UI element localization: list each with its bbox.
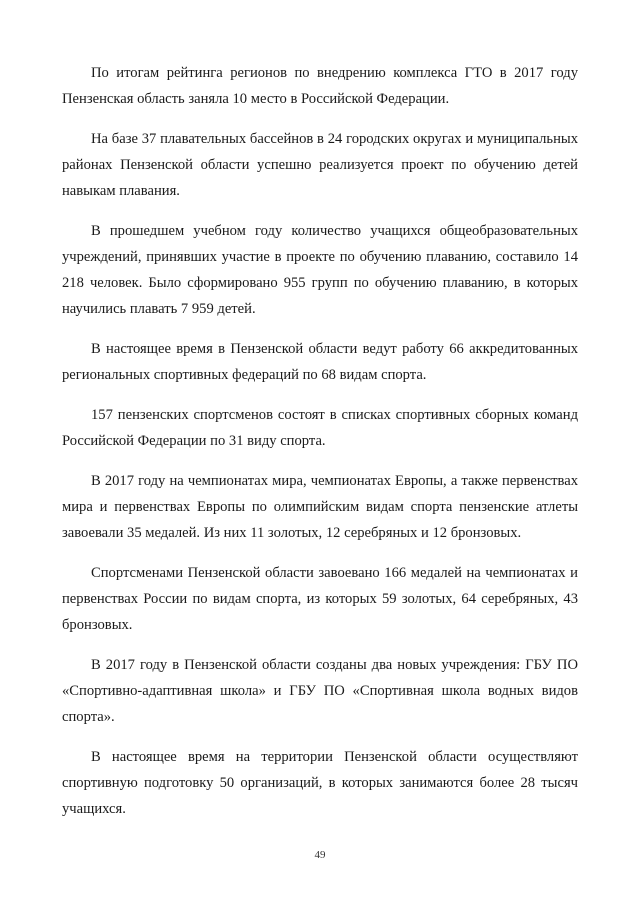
- document-body: [62, 60, 578, 836]
- paragraph-international-medals: В 2017 году на чемпионатах мира, чемпионатах Европы, а также первенствах мира и первенствах Европы по олимпийским видам спорта пензенские атлеты завоевали 35 медалей. Из них 11 золотых, 12 серебряных и 12 бронзовых.: [62, 473, 578, 541]
- paragraph-swimming-pools: На базе 37 плавательных бассейнов в 24 городских округах и муниципальных районах Пензенской области успешно реализуется проект по обучению детей навыкам плавания.: [62, 131, 578, 199]
- paragraph-new-institutions: В 2017 году в Пензенской области созданы два новых учреждения: ГБУ ПО «Спортивно-адаптивная школа» и ГБУ ПО «Спортивная школа водных видов спорта».: [62, 657, 578, 725]
- paragraph-russian-medals: Спортсменами Пензенской области завоевано 166 медалей на чемпионатах и первенствах России по видам спорта, из которых 59 золотых, 64 серебряных, 43 бронзовых.: [62, 565, 578, 633]
- page-number: 49: [314, 849, 326, 861]
- paragraph-sport-organizations: В настоящее время на территории Пензенской области осуществляют спортивную подготовку 50 организаций, в которых занимаются более 28 тысяч учащихся.: [62, 749, 578, 817]
- paragraph-national-teams: 157 пензенских спортсменов состоят в списках спортивных сборных команд Российской Федерации по 31 виду спорта.: [62, 407, 578, 449]
- paragraph-sport-federations: В настоящее время в Пензенской области ведут работу 66 аккредитованных региональных спортивных федераций по 68 видам спорта.: [62, 341, 578, 383]
- paragraph-swimming-project: В прошедшем учебном году количество учащихся общеобразовательных учреждений, принявших участие в проекте по обучению плаванию, составило 14 218 человек. Было сформировано 955 групп по обучению плаванию, в которых научились плавать 7 959 детей.: [62, 223, 578, 317]
- paragraph-gto-rating: По итогам рейтинга регионов по внедрению комплекса ГТО в 2017 году Пензенская область заняла 10 место в Российской Федерации.: [62, 65, 578, 107]
